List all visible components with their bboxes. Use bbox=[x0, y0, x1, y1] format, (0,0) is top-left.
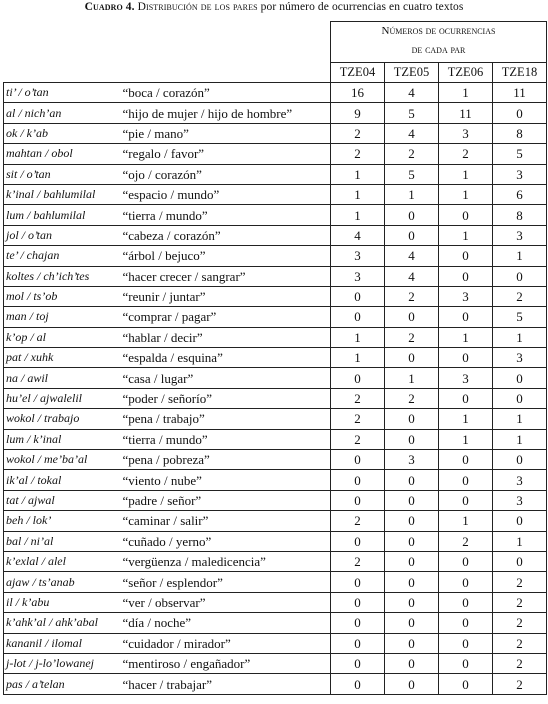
word-pair-cell: beh / lok’ bbox=[4, 511, 123, 531]
table-row bbox=[4, 490, 547, 510]
tze05-count-cell: 4 bbox=[385, 246, 439, 266]
word-pair-cell: ik’al / tokal bbox=[4, 470, 123, 490]
tze18-count-cell: 1 bbox=[493, 246, 547, 266]
tze18-count-cell: 0 bbox=[493, 511, 547, 531]
gloss-cell: “caminar / salir” bbox=[123, 511, 331, 531]
table-row bbox=[4, 246, 547, 266]
tze05-count-cell: 3 bbox=[385, 450, 439, 470]
tze06-count-cell: 0 bbox=[439, 205, 493, 225]
tze04-count-cell: 1 bbox=[331, 164, 385, 184]
caption-text-rest: por número de ocurrencias en cuatro textos bbox=[257, 1, 464, 13]
column-header-tze05: TZE05 bbox=[385, 63, 439, 83]
tze06-count-cell: 0 bbox=[439, 388, 493, 408]
tze18-count-cell: 0 bbox=[493, 450, 547, 470]
table-row bbox=[4, 307, 547, 327]
tze05-count-cell: 0 bbox=[385, 592, 439, 612]
table-row bbox=[4, 123, 547, 143]
word-pair-cell: mol / ts’ob bbox=[4, 286, 123, 306]
column-header-tze04: TZE04 bbox=[331, 63, 385, 83]
gloss-cell: “tierra / mundo” bbox=[123, 205, 331, 225]
gloss-cell: “vergüenza / maledicencia” bbox=[123, 551, 331, 571]
tze06-count-cell: 0 bbox=[439, 653, 493, 673]
tze18-count-cell: 1 bbox=[493, 531, 547, 551]
gloss-cell: “casa / lugar” bbox=[123, 368, 331, 388]
tze04-count-cell: 4 bbox=[331, 225, 385, 245]
tze05-count-cell: 1 bbox=[385, 184, 439, 204]
tze18-count-cell: 2 bbox=[493, 674, 547, 694]
tze06-count-cell: 1 bbox=[439, 225, 493, 245]
tze04-count-cell: 2 bbox=[331, 511, 385, 531]
word-pair-cell: k’ahk’al / ahk’abal bbox=[4, 613, 123, 633]
word-pair-cell: kananil / ilomal bbox=[4, 633, 123, 653]
gloss-cell: “ver / observar” bbox=[123, 592, 331, 612]
tze04-count-cell: 2 bbox=[331, 429, 385, 449]
tze18-count-cell: 3 bbox=[493, 470, 547, 490]
tze04-count-cell: 0 bbox=[331, 286, 385, 306]
table-row bbox=[4, 470, 547, 490]
table-row bbox=[4, 103, 547, 123]
gloss-cell: “regalo / favor” bbox=[123, 144, 331, 164]
table-row bbox=[4, 164, 547, 184]
table-row bbox=[4, 144, 547, 164]
tze04-count-cell: 0 bbox=[331, 572, 385, 592]
tze18-count-cell: 3 bbox=[493, 164, 547, 184]
column-group-line1: Números de ocurrencias bbox=[381, 25, 496, 37]
word-pair-cell: j-lot / j-lo’lowanej bbox=[4, 653, 123, 673]
tze05-count-cell: 4 bbox=[385, 266, 439, 286]
tze04-count-cell: 0 bbox=[331, 633, 385, 653]
word-pair-cell: k’inal / bahlumilal bbox=[4, 184, 123, 204]
occurrence-table bbox=[3, 21, 547, 695]
word-pair-cell: ajaw / ts’anab bbox=[4, 572, 123, 592]
tze06-count-cell: 0 bbox=[439, 674, 493, 694]
word-pair-cell: pat / xuhk bbox=[4, 348, 123, 368]
tze05-count-cell: 0 bbox=[385, 531, 439, 551]
tze04-count-cell: 2 bbox=[331, 123, 385, 143]
column-header-tze06: TZE06 bbox=[439, 63, 493, 83]
column-header-tze18: TZE18 bbox=[493, 63, 547, 83]
tze18-count-cell: 3 bbox=[493, 225, 547, 245]
tze04-count-cell: 0 bbox=[331, 674, 385, 694]
tze06-count-cell: 1 bbox=[439, 511, 493, 531]
tze06-count-cell: 1 bbox=[439, 327, 493, 347]
gloss-cell: “hacer / trabajar” bbox=[123, 674, 331, 694]
caption-text-smallcaps: Distribución de los pares bbox=[137, 1, 258, 13]
gloss-cell: “día / noche” bbox=[123, 613, 331, 633]
tze06-count-cell: 2 bbox=[439, 531, 493, 551]
tze05-count-cell: 1 bbox=[385, 368, 439, 388]
tze18-count-cell: 11 bbox=[493, 83, 547, 103]
tze06-count-cell: 0 bbox=[439, 572, 493, 592]
tze04-count-cell: 0 bbox=[331, 368, 385, 388]
table-row bbox=[4, 572, 547, 592]
tze18-count-cell: 2 bbox=[493, 286, 547, 306]
word-pair-cell: na / awil bbox=[4, 368, 123, 388]
tze06-count-cell: 0 bbox=[439, 307, 493, 327]
tze06-count-cell: 0 bbox=[439, 490, 493, 510]
table-row bbox=[4, 409, 547, 429]
tze04-count-cell: 3 bbox=[331, 246, 385, 266]
tze04-count-cell: 1 bbox=[331, 348, 385, 368]
tze05-count-cell: 0 bbox=[385, 633, 439, 653]
tze05-count-cell: 0 bbox=[385, 572, 439, 592]
tze18-count-cell: 6 bbox=[493, 184, 547, 204]
table-caption bbox=[0, 1, 548, 13]
gloss-cell: “viento / nube” bbox=[123, 470, 331, 490]
tze06-count-cell: 1 bbox=[439, 83, 493, 103]
tze06-count-cell: 0 bbox=[439, 246, 493, 266]
gloss-cell: “árbol / bejuco” bbox=[123, 246, 331, 266]
word-pair-cell: il / k’abu bbox=[4, 592, 123, 612]
gloss-cell: “tierra / mundo” bbox=[123, 429, 331, 449]
tze05-count-cell: 0 bbox=[385, 348, 439, 368]
tze04-count-cell: 2 bbox=[331, 409, 385, 429]
word-pair-cell: man / toj bbox=[4, 307, 123, 327]
tze05-count-cell: 2 bbox=[385, 327, 439, 347]
tze04-count-cell: 0 bbox=[331, 613, 385, 633]
table-row bbox=[4, 551, 547, 571]
tze06-count-cell: 0 bbox=[439, 450, 493, 470]
word-pair-cell: wokol / trabajo bbox=[4, 409, 123, 429]
tze04-count-cell: 16 bbox=[331, 83, 385, 103]
tze04-count-cell: 0 bbox=[331, 531, 385, 551]
tze18-count-cell: 3 bbox=[493, 490, 547, 510]
tze05-count-cell: 0 bbox=[385, 613, 439, 633]
table-row bbox=[4, 450, 547, 470]
tze18-count-cell: 2 bbox=[493, 613, 547, 633]
tze05-count-cell: 0 bbox=[385, 490, 439, 510]
gloss-cell: “cuñado / yerno” bbox=[123, 531, 331, 551]
gloss-cell: “pena / pobreza” bbox=[123, 450, 331, 470]
tze04-count-cell: 0 bbox=[331, 592, 385, 612]
tze06-count-cell: 0 bbox=[439, 633, 493, 653]
tze04-count-cell: 0 bbox=[331, 450, 385, 470]
tze18-count-cell: 5 bbox=[493, 144, 547, 164]
tze18-count-cell: 1 bbox=[493, 429, 547, 449]
gloss-cell: “hablar / decir” bbox=[123, 327, 331, 347]
gloss-cell: “hijo de mujer / hijo de hombre” bbox=[123, 103, 331, 123]
table-row bbox=[4, 511, 547, 531]
tze05-count-cell: 0 bbox=[385, 205, 439, 225]
word-pair-cell: sit / o’tan bbox=[4, 164, 123, 184]
word-pair-cell: te’ / chajan bbox=[4, 246, 123, 266]
gloss-cell: “comprar / pagar” bbox=[123, 307, 331, 327]
tze18-count-cell: 1 bbox=[493, 327, 547, 347]
tze06-count-cell: 3 bbox=[439, 368, 493, 388]
tze04-count-cell: 1 bbox=[331, 184, 385, 204]
tze18-count-cell: 0 bbox=[493, 551, 547, 571]
table-row bbox=[4, 633, 547, 653]
table-body bbox=[4, 83, 547, 695]
word-pair-cell: jol / o’tan bbox=[4, 225, 123, 245]
tze06-count-cell: 0 bbox=[439, 470, 493, 490]
tze06-count-cell: 2 bbox=[439, 144, 493, 164]
word-pair-cell: tat / ajwal bbox=[4, 490, 123, 510]
table-row bbox=[4, 286, 547, 306]
tze18-count-cell: 0 bbox=[493, 266, 547, 286]
gloss-cell: “poder / señorío” bbox=[123, 388, 331, 408]
gloss-cell: “espalda / esquina” bbox=[123, 348, 331, 368]
tze18-count-cell: 0 bbox=[493, 103, 547, 123]
word-pair-cell: k’exlal / alel bbox=[4, 551, 123, 571]
tze18-count-cell: 8 bbox=[493, 123, 547, 143]
tze05-count-cell: 0 bbox=[385, 470, 439, 490]
gloss-cell: “ojo / corazón” bbox=[123, 164, 331, 184]
tze05-count-cell: 2 bbox=[385, 144, 439, 164]
gloss-cell: “padre / señor” bbox=[123, 490, 331, 510]
table-row bbox=[4, 429, 547, 449]
tze06-count-cell: 0 bbox=[439, 348, 493, 368]
table-row bbox=[4, 613, 547, 633]
tze04-count-cell: 9 bbox=[331, 103, 385, 123]
tze04-count-cell: 0 bbox=[331, 470, 385, 490]
tze18-count-cell: 1 bbox=[493, 409, 547, 429]
tze05-count-cell: 0 bbox=[385, 653, 439, 673]
tze05-count-cell: 2 bbox=[385, 286, 439, 306]
tze18-count-cell: 3 bbox=[493, 348, 547, 368]
tze18-count-cell: 0 bbox=[493, 388, 547, 408]
tze18-count-cell: 2 bbox=[493, 633, 547, 653]
word-pair-cell: koltes / ch’ich’tes bbox=[4, 266, 123, 286]
gloss-cell: “boca / corazón” bbox=[123, 83, 331, 103]
table-row bbox=[4, 83, 547, 103]
tze06-count-cell: 1 bbox=[439, 184, 493, 204]
table-row bbox=[4, 531, 547, 551]
tze06-count-cell: 0 bbox=[439, 613, 493, 633]
tze04-count-cell: 0 bbox=[331, 490, 385, 510]
tze06-count-cell: 1 bbox=[439, 429, 493, 449]
tze04-count-cell: 2 bbox=[331, 388, 385, 408]
tze18-count-cell: 2 bbox=[493, 572, 547, 592]
tze06-count-cell: 0 bbox=[439, 592, 493, 612]
word-pair-cell: ok / k’ab bbox=[4, 123, 123, 143]
tze04-count-cell: 0 bbox=[331, 307, 385, 327]
tze06-count-cell: 3 bbox=[439, 286, 493, 306]
word-pair-cell: al / nich’an bbox=[4, 103, 123, 123]
tze06-count-cell: 11 bbox=[439, 103, 493, 123]
tze18-count-cell: 8 bbox=[493, 205, 547, 225]
tze04-count-cell: 1 bbox=[331, 205, 385, 225]
tze05-count-cell: 5 bbox=[385, 103, 439, 123]
tze04-count-cell: 2 bbox=[331, 551, 385, 571]
tze05-count-cell: 4 bbox=[385, 83, 439, 103]
word-pair-cell: hu’el / ajwalelil bbox=[4, 388, 123, 408]
word-pair-cell: ti’ / o’tan bbox=[4, 83, 123, 103]
table-row bbox=[4, 592, 547, 612]
tze18-count-cell: 2 bbox=[493, 653, 547, 673]
table-row bbox=[4, 327, 547, 347]
tze06-count-cell: 1 bbox=[439, 164, 493, 184]
tze04-count-cell: 1 bbox=[331, 327, 385, 347]
tze05-count-cell: 0 bbox=[385, 511, 439, 531]
caption-label: Cuadro 4. bbox=[84, 1, 135, 13]
tze04-count-cell: 2 bbox=[331, 144, 385, 164]
table-row bbox=[4, 184, 547, 204]
column-group-line2: de cada par bbox=[411, 44, 466, 56]
gloss-cell: “hacer crecer / sangrar” bbox=[123, 266, 331, 286]
tze04-count-cell: 0 bbox=[331, 653, 385, 673]
table-row bbox=[4, 225, 547, 245]
gloss-cell: “cabeza / corazón” bbox=[123, 225, 331, 245]
tze04-count-cell: 3 bbox=[331, 266, 385, 286]
table-row bbox=[4, 368, 547, 388]
tze05-count-cell: 0 bbox=[385, 225, 439, 245]
tze18-count-cell: 5 bbox=[493, 307, 547, 327]
word-pair-cell: bal / ni’al bbox=[4, 531, 123, 551]
tze06-count-cell: 1 bbox=[439, 409, 493, 429]
table-row bbox=[4, 674, 547, 694]
table-row bbox=[4, 348, 547, 368]
tze05-count-cell: 5 bbox=[385, 164, 439, 184]
tze06-count-cell: 0 bbox=[439, 551, 493, 571]
gloss-cell: “señor / esplendor” bbox=[123, 572, 331, 592]
tze06-count-cell: 0 bbox=[439, 266, 493, 286]
gloss-cell: “reunir / juntar” bbox=[123, 286, 331, 306]
word-pair-cell: wokol / me’ba’al bbox=[4, 450, 123, 470]
tze18-count-cell: 2 bbox=[493, 592, 547, 612]
column-group-header bbox=[331, 22, 547, 63]
tze18-count-cell: 0 bbox=[493, 368, 547, 388]
tze05-count-cell: 0 bbox=[385, 409, 439, 429]
table-row bbox=[4, 266, 547, 286]
tze05-count-cell: 0 bbox=[385, 429, 439, 449]
table-row bbox=[4, 205, 547, 225]
tze06-count-cell: 3 bbox=[439, 123, 493, 143]
gloss-cell: “mentiroso / engañador” bbox=[123, 653, 331, 673]
tze05-count-cell: 0 bbox=[385, 551, 439, 571]
tze05-count-cell: 0 bbox=[385, 307, 439, 327]
gloss-cell: “pena / trabajo” bbox=[123, 409, 331, 429]
word-pair-cell: lum / bahlumilal bbox=[4, 205, 123, 225]
gloss-cell: “espacio / mundo” bbox=[123, 184, 331, 204]
word-pair-cell: k’op / al bbox=[4, 327, 123, 347]
word-pair-cell: lum / k’inal bbox=[4, 429, 123, 449]
gloss-cell: “cuidador / mirador” bbox=[123, 633, 331, 653]
tze05-count-cell: 2 bbox=[385, 388, 439, 408]
table-row bbox=[4, 653, 547, 673]
tze05-count-cell: 4 bbox=[385, 123, 439, 143]
word-pair-cell: pas / a’telan bbox=[4, 674, 123, 694]
tze05-count-cell: 0 bbox=[385, 674, 439, 694]
word-pair-cell: mahtan / obol bbox=[4, 144, 123, 164]
table-row bbox=[4, 388, 547, 408]
gloss-cell: “pie / mano” bbox=[123, 123, 331, 143]
